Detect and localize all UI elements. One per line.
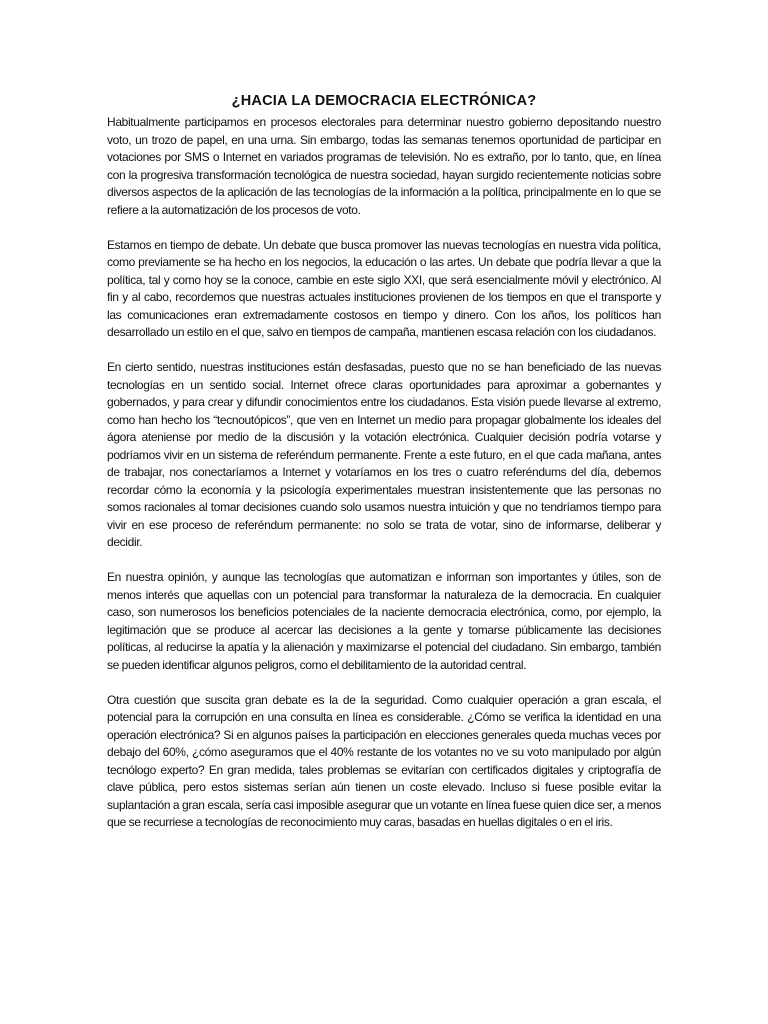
paragraph-debate: Estamos en tiempo de debate. Un debate que busca promover las nuevas tecnologías en nuestra vida política, como previamente se ha hecho en los negocios, la educación o las artes. Un debate que podría llevar a que la política, tal y como hoy se la conoce, cambie en este siglo XXI, que será esencialmente móvil y electrónico. Al fin y al cabo, recordemos que nuestras actuales instituciones provienen de los tiempos en que el transporte y las comunicaciones eran extremadamente costosos en tiempo y dinero. Con los años, los políticos han desarrollado un estilo en el que, salvo en tiempos de campaña, mantienen escasa relación con los ciudadanos. <box>107 237 661 339</box>
paragraph-security: Otra cuestión que suscita gran debate es la de la seguridad. Como cualquier operación a gran escala, el potencial para la corrupción en una consulta en línea es considerable. ¿Cómo se verifica la identidad en una operación electrónica? Si en algunos países la participación en elecciones generales queda muchas veces por debajo del 60%, ¿cómo aseguramos que el 40% restante de los votantes no ve su voto manipulado por algún tecnólogo experto? En gran medida, tales problemas se evitarían con certificados digitales y criptografía de clave pública, pero estos sistemas serían aún tienen un coste elevado. Incluso si fuese posible evitar la suplantación a gran escala, sería casi imposible asegurar que un votante en línea fuese quien dice ser, a menos que se recurriese a tecnologías de reconocimiento muy caras, basadas en huellas digitales o en el iris. <box>107 692 661 829</box>
document-title: ¿HACIA LA DEMOCRACIA ELECTRÓNICA? <box>231 93 537 109</box>
paragraph-opinion: En nuestra opinión, y aunque las tecnologías que automatizan e informan son importantes y útiles, son de menos interés que aquellas con un potencial para transformar la naturaleza de la democracia. En cualquier caso, son numerosos los beneficios potenciales de la naciente democracia electrónica, como, por ejemplo, la legitimación que se produce al acercar las decisiones a la gente y tomarse públicamente las decisiones políticas, al reducirse la apatía y la alienación y maximizarse el potencial del ciudadano. Sin embargo, también se pueden identificar algunos peligros, como el debilitamiento de la autoridad central. <box>107 570 661 672</box>
paragraph-institutions: En cierto sentido, nuestras instituciones están desfasadas, puesto que no se han beneficiado de las nuevas tecnologías en un sentido social. Internet ofrece claras oportunidades para aproximar a gobernantes y gobernados, y para crear y difundir conocimientos entre los ciudadanos. Esta visión puede llevarse al extremo, como han hecho los “tecnoutópicos”, que ven en Internet un medio para propagar globalmente los ideales del ágora ateniense por medio de la discusión y la votación electrónica. Cualquier decisión podría votarse y podríamos vivir en un sistema de referéndum permanente. Frente a este futuro, en el que cada mañana, antes de trabajar, nos conectaríamos a Internet y votaríamos en los tres o cuatro referéndums del día, debemos recordar cómo la economía y la psicología experimentales muestran insistentemente que las personas no somos racionales al tomar decisiones cuando solo usamos nuestra intuición y que no tendríamos tiempo para vivir en ese proceso de referéndum permanente: no solo se trata de votar, sino de informarse, deliberar y decidir. <box>107 360 661 549</box>
document-page <box>107 92 661 849</box>
paragraph-intro: Habitualmente participamos en procesos electorales para determinar nuestro gobierno depositando nuestro voto, un trozo de papel, en una urna. Sin embargo, todas las semanas tenemos oportunidad de participar en votaciones por SMS o Internet en variados programas de televisión. No es extraño, por lo tanto, que, en línea con la progresiva transformación tecnológica de nuestra sociedad, hayan surgido recientemente noticias sobre diversos aspectos de la aplicación de las tecnologías de la información a la política, principalmente en lo que se refiere a la automatización de los procesos de voto. <box>107 115 661 217</box>
